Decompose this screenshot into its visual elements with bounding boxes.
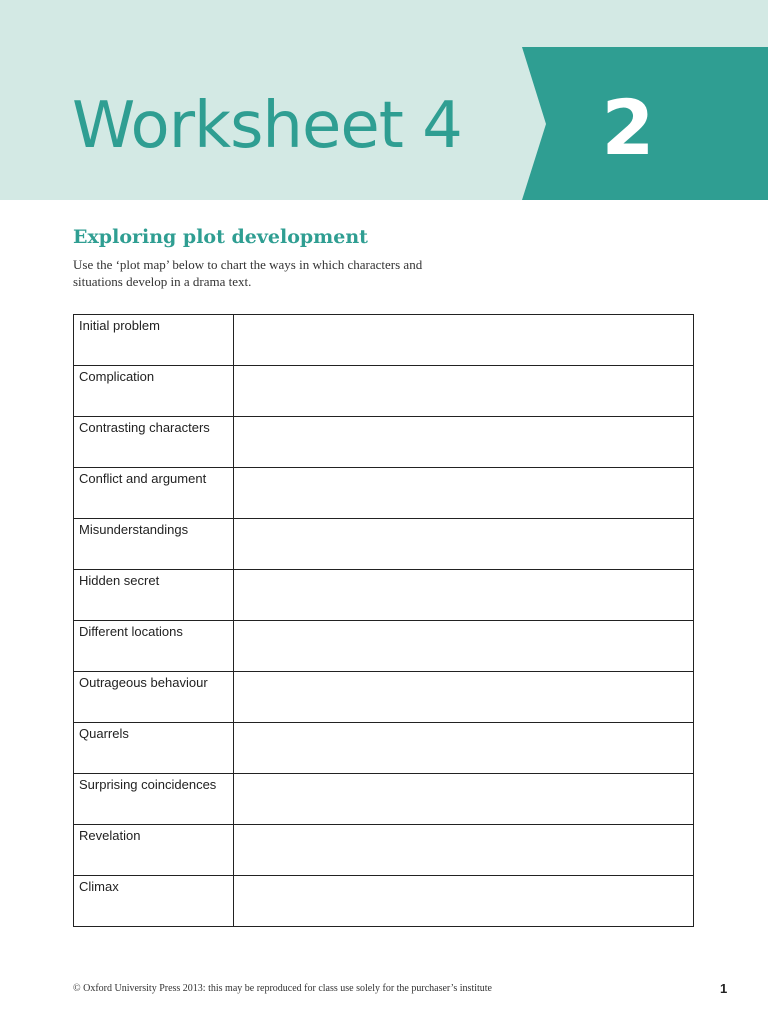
plot-stage-entry[interactable] — [234, 468, 694, 519]
plot-stage-label: Revelation — [74, 825, 234, 876]
plot-map-row — [74, 825, 694, 876]
plot-map-row — [74, 366, 694, 417]
plot-stage-label: Outrageous behaviour — [74, 672, 234, 723]
plot-map-row — [74, 468, 694, 519]
plot-map-row — [74, 723, 694, 774]
page-number: 1 — [720, 981, 728, 996]
plot-map-row — [74, 315, 694, 366]
plot-map-row — [74, 519, 694, 570]
plot-stage-entry[interactable] — [234, 570, 694, 621]
worksheet-title: Worksheet 4 — [72, 89, 462, 163]
plot-stage-label: Misunderstandings — [74, 519, 234, 570]
plot-stage-entry[interactable] — [234, 774, 694, 825]
plot-map-row — [74, 774, 694, 825]
plot-stage-label: Conflict and argument — [74, 468, 234, 519]
plot-stage-entry[interactable] — [234, 417, 694, 468]
plot-stage-label: Initial problem — [74, 315, 234, 366]
plot-stage-entry[interactable] — [234, 825, 694, 876]
chapter-number: 2 — [601, 83, 655, 172]
plot-stage-label: Complication — [74, 366, 234, 417]
plot-map-row — [74, 672, 694, 723]
plot-map-row — [74, 570, 694, 621]
plot-stage-entry[interactable] — [234, 519, 694, 570]
plot-stage-label: Hidden secret — [74, 570, 234, 621]
plot-map-row — [74, 621, 694, 672]
plot-stage-entry[interactable] — [234, 672, 694, 723]
plot-map-table — [73, 314, 694, 927]
plot-map-row — [74, 417, 694, 468]
plot-map-row — [74, 876, 694, 927]
plot-stage-label: Different locations — [74, 621, 234, 672]
instructions-text: Use the ‘plot map’ below to chart the ways in which characters and situations develop in a drama text. — [73, 257, 423, 289]
plot-stage-entry[interactable] — [234, 315, 694, 366]
plot-stage-entry[interactable] — [234, 723, 694, 774]
plot-stage-entry[interactable] — [234, 876, 694, 927]
plot-stage-label: Quarrels — [74, 723, 234, 774]
section-heading: Exploring plot development — [73, 226, 368, 248]
plot-stage-entry[interactable] — [234, 621, 694, 672]
plot-stage-label: Surprising coincidences — [74, 774, 234, 825]
plot-stage-label: Climax — [74, 876, 234, 927]
plot-stage-entry[interactable] — [234, 366, 694, 417]
plot-stage-label: Contrasting characters — [74, 417, 234, 468]
copyright-notice: © Oxford University Press 2013: this may be reproduced for class use solely for the purchaser’s institute — [73, 983, 492, 994]
